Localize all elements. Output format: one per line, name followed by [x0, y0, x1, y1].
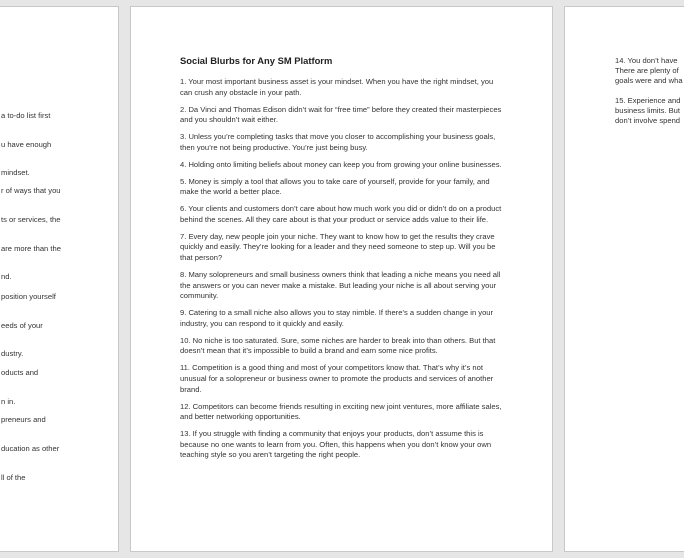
- text-fragment: dustry.: [1, 349, 24, 358]
- paragraph: 10. No niche is too saturated. Sure, some niches are harder to break into than others. But that doesn’t mean that it’s impossible to build a brand and earn some nice profits.: [180, 335, 496, 356]
- paragraph: 12. Competitors can become friends resulting in exciting new joint ventures, more affiliate sales, and better networking opportunities.: [180, 401, 502, 422]
- text-fragment: nd.: [1, 272, 12, 281]
- text-fragment: ts or services, the: [1, 215, 61, 224]
- paragraph: 14. You don’t have There are plenty of goals were and wha: [615, 56, 683, 85]
- paragraph: 8. Many solopreneurs and small business owners think that leading a niche means you need all the answers or you can never make a mistake. But leading your niche is all about serving your community.: [180, 270, 501, 301]
- paragraph: 1. Your most important business asset is your mindset. When you have the right mindset, you can crush any obstacle in your path.: [180, 77, 494, 97]
- paragraph-list: [180, 77, 507, 467]
- text-fragment: a to-do list first: [1, 111, 51, 120]
- paragraph: 2. Da Vinci and Thomas Edison didn’t wait for “free time” before they created their masterpieces and you shouldn’t wait either.: [180, 104, 502, 125]
- paragraph: 15. Experience and business limits. But don’t involve spend: [615, 96, 681, 125]
- text-fragment: n in.: [1, 397, 16, 406]
- paragraph: 11. Competition is a good thing and most of your competitors know that. That’s why it’s not unusual for a solopreneur or business owner to promote the products and services of another brand.: [180, 363, 494, 394]
- text-fragment: eeds of your: [1, 321, 43, 330]
- paragraph: 6. Your clients and customers don’t care about how much work you did or didn’t do on a product behind the scenes. All they care about is that your product or service adds value to their life.: [180, 204, 502, 224]
- text-fragment: are more than the: [1, 244, 61, 253]
- paragraph: 3. Unless you’re completing tasks that move you closer to accomplishing your business goals, then you’re not being productive. You’re just being busy.: [180, 132, 496, 152]
- text-fragment: ducation as other: [1, 444, 60, 453]
- text-fragment: mindset.: [1, 168, 30, 177]
- page-title: Social Blurbs for Any SM Platform: [180, 55, 333, 66]
- previous-page: [0, 6, 119, 552]
- paragraph: 4. Holding onto limiting beliefs about money can keep you from growing your online businesses.: [180, 159, 502, 169]
- document-page: [130, 6, 553, 552]
- paragraph: 5. Money is simply a tool that allows you to take care of yourself, provide for your family, and make the world a better place.: [180, 176, 490, 197]
- paragraph: 9. Catering to a small niche also allows you to stay nimble. If there’s a sudden change in your industry, you can respond to it quickly and easily.: [180, 308, 494, 328]
- paragraph: 7. Every day, new people join your niche. They want to know how to get the results they crave quickly and easily. They’re looking for a leader and they need someone to step up. Will you be that person?: [180, 231, 496, 263]
- text-fragment: u have enough: [1, 140, 52, 149]
- text-fragment: ll of the: [1, 473, 26, 482]
- text-fragment: r of ways that you: [1, 186, 61, 195]
- text-fragment: oducts and: [1, 368, 39, 377]
- paragraph: 13. If you struggle with finding a community that enjoys your products, don’t assume this is because no one wants to learn from you. Often, this happens when you don’t know your own teaching style so you aren’t targeting the right people.: [180, 429, 492, 460]
- text-fragment: preneurs and: [1, 415, 46, 424]
- next-page: [564, 6, 684, 552]
- text-fragment: position yourself: [1, 292, 56, 301]
